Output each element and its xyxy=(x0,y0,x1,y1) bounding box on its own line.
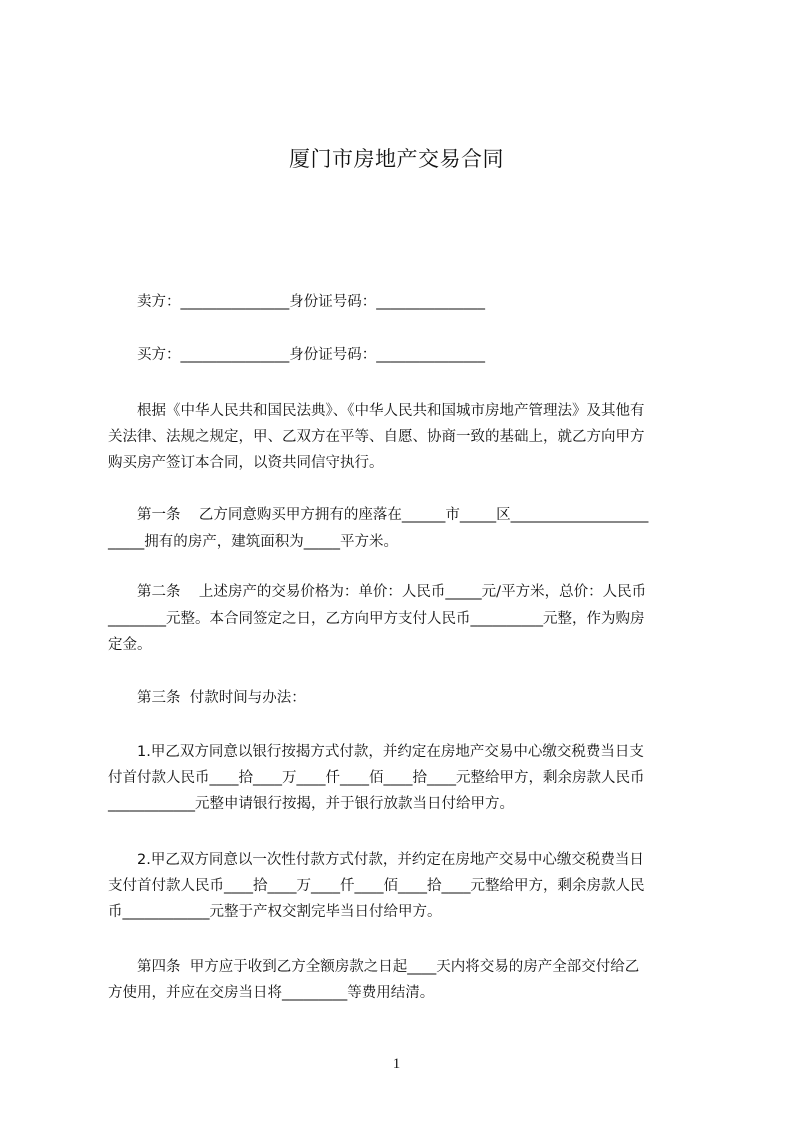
article2-line-1: 第二条 上述房产的交易价格为：单价：人民币_____元/平方米，总价：人民币 xyxy=(137,584,647,600)
article3-item1-line-3: ____________元整申请银行按揭，并于银行放款当日付给甲方。 xyxy=(108,796,514,812)
document-title: 厦门市房地产交易合同 xyxy=(289,147,504,171)
article1-line-2: _____拥有的房产，建筑面积为_____平方米。 xyxy=(108,534,398,550)
article3-item1-line-2: 付首付款人民币____拾____万____仟____佰____拾____元整给甲方，剩余房款人民币 xyxy=(108,770,645,786)
article3-item2-line-3: 币____________元整于产权交割完毕当日付给甲方。 xyxy=(108,904,442,920)
article3-item2-line-2: 支付首付款人民币____拾____万____仟____佰____拾____元整给甲方，剩余房款人民 xyxy=(108,878,645,894)
preamble-line-3: 购买房产签订本合同，以资共同信守执行。 xyxy=(108,455,384,471)
preamble-line-2: 关法律、法规之规定，甲、乙双方在平等、自愿、协商一致的基础上，就乙方向甲方 xyxy=(108,429,645,445)
article3-heading: 第三条 付款时间与办法： xyxy=(137,690,306,706)
article4-line-2: 方使用，并应在交房当日将_________等费用结清。 xyxy=(108,985,435,1001)
article2-line-2: ________元整。本合同签定之日，乙方向甲方支付人民币__________元整，作为购房 xyxy=(108,611,645,627)
buyer-line: 买方：_______________身份证号码：_______________ xyxy=(137,347,485,363)
article4-line-1: 第四条 甲方应于收到乙方全额房款之日起____天内将交易的房产全部交付给乙 xyxy=(137,959,640,975)
article1-line-1: 第一条 乙方同意购买甲方拥有的座落在______市_____区___________________ xyxy=(137,507,649,523)
article3-item2-line-1: 2.甲乙双方同意以一次性付款方式付款，并约定在房地产交易中心缴交税费当日 xyxy=(137,852,644,868)
page-number: 1 xyxy=(392,1056,401,1072)
article2-line-3: 定金。 xyxy=(108,637,152,653)
article3-item1-line-1: 1.甲乙双方同意以银行按揭方式付款，并约定在房地产交易中心缴交税费当日支 xyxy=(137,744,644,760)
preamble-line-1: 根据《中华人民共和国民法典》、《中华人民共和国城市房地产管理法》及其他有 xyxy=(137,403,645,419)
seller-line: 卖方：_______________身份证号码：_______________ xyxy=(137,294,485,310)
